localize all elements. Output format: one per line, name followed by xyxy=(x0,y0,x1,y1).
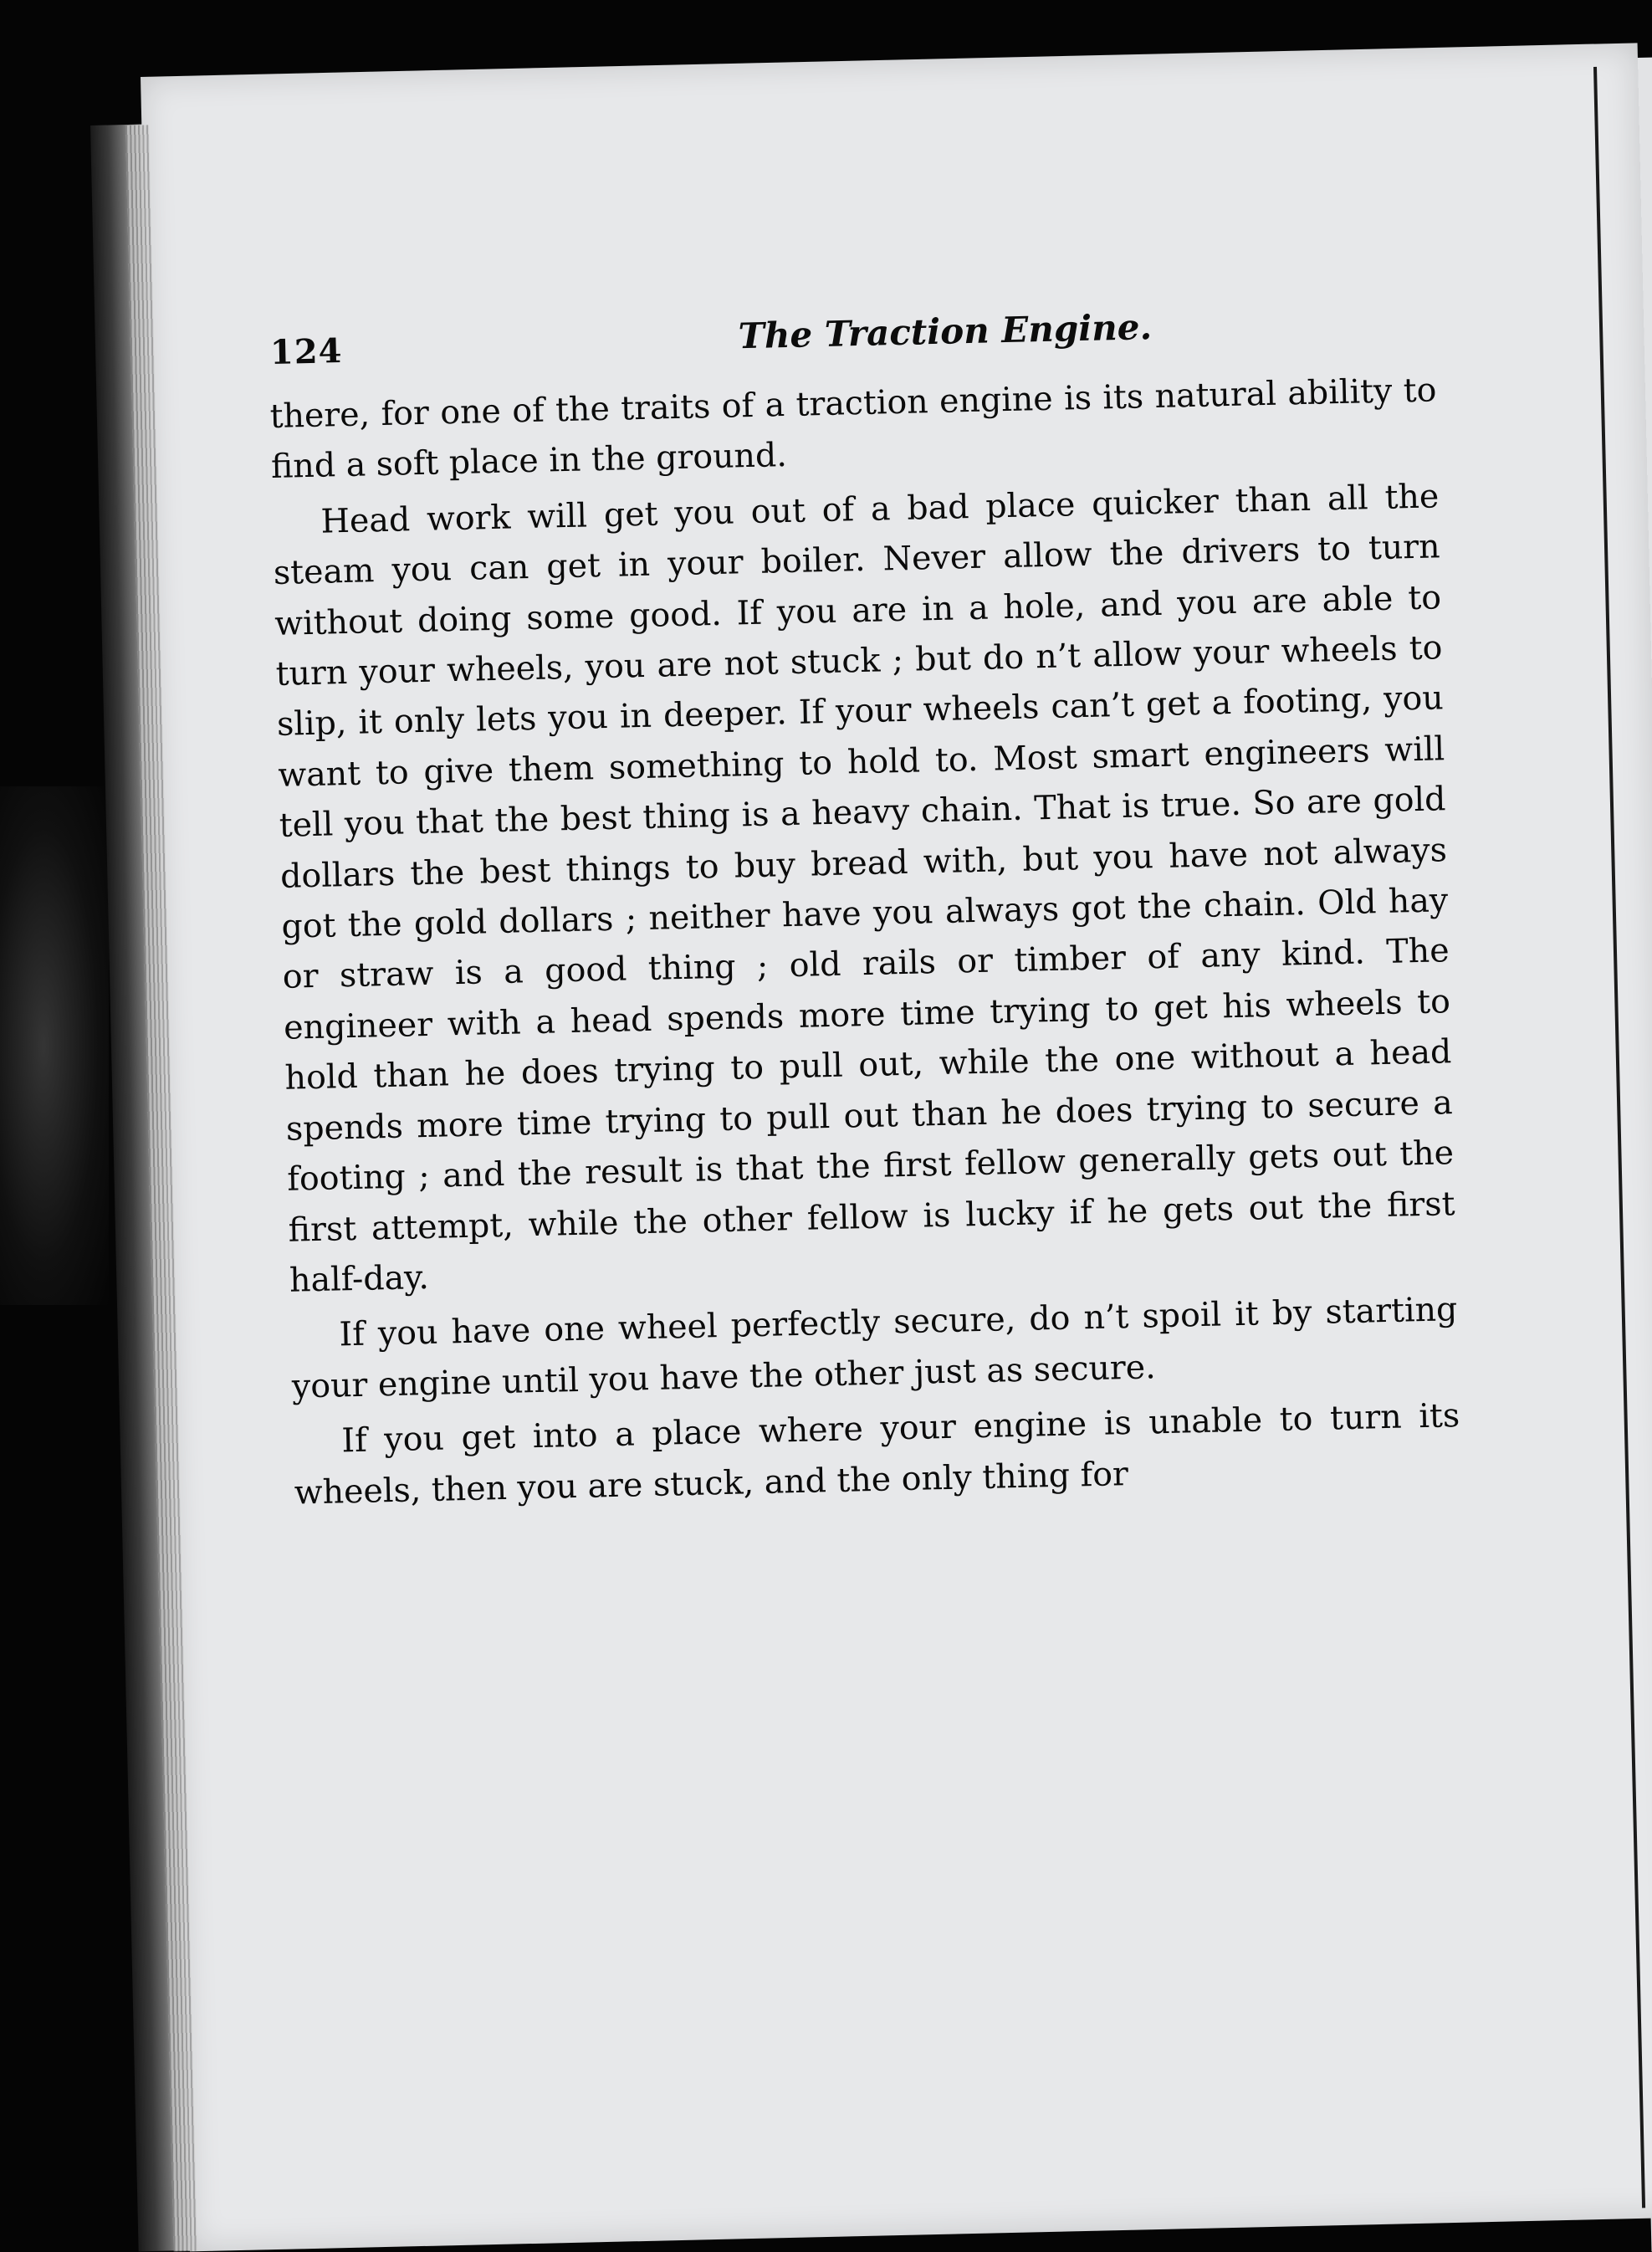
paragraph: there, for one of the traits of a traction engine is its natural ability to find a soft place in the ground. xyxy=(269,371,1437,487)
scan-stain xyxy=(0,786,109,1305)
paragraph: If you have one wheel perfectly secure, do n’t spoil it by starting your engine until you have the other just as secure. xyxy=(291,1290,1458,1406)
paragraph: Head work will get you out of a bad place quicker than all the steam you can get in your boiler. Never allow the drivers to turn without doing some good. If you are in a hole, and you are able to turn your wheels, you are not stuck ; but do n’t allow your wheels to slip, it only lets you in deeper. If your wheels can’t get a footing, you want to give them something to hold to. Most smart engineers will tell you that the best thing is a heavy chain. That is true. So are gold dollars the best things to buy bread with, but you have not always got the gold dollars ; neither have you always got the chain. Old hay or straw is a good thing ; old rails or timber of any kind. The engineer with a head spends more time trying to get his wheels to hold than he does trying to pull out, while the one without a head spends more time trying to pull out than he does trying to secure a footing ; and the result is that the first fellow generally gets out the first attempt, while the other fellow is lucky if he gets out the first half-day. xyxy=(273,477,1455,1300)
running-title: The Traction Engine. xyxy=(738,306,1153,357)
page-number: 124 xyxy=(269,331,343,372)
paragraph: If you get into a place where your engine is unable to turn its wheels, then you are stuck, and the only thing for xyxy=(294,1396,1460,1512)
page-body xyxy=(269,365,1461,1518)
